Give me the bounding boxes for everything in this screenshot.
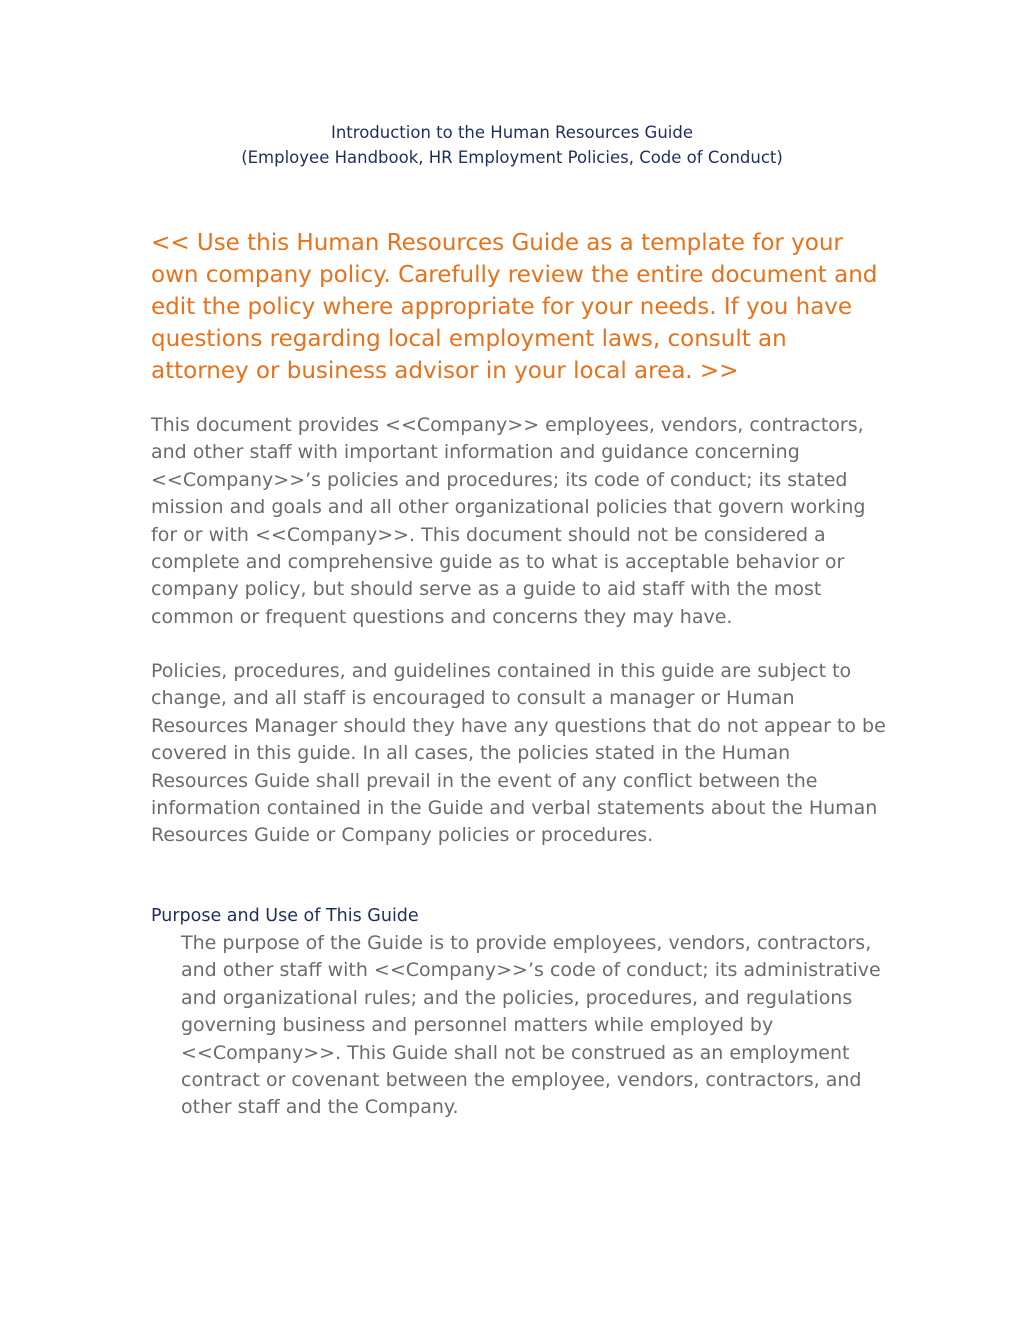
- template-notice: << Use this Human Resources Guide as a template for your own company policy. Carefully review the entire document and edit the policy where appropriate for your needs. If you have questions regarding local employment laws, consult an attorney or business advisor in your local area. >>: [151, 230, 878, 384]
- section-body-purpose: The purpose of the Guide is to provide employees, vendors, contractors, and other staff with <<Company>>’s code of conduct; its administrative and organizational rules; and the policies, procedures, and regulations governing business and personnel matters while employed by <<Company>>. This Guide shall not be construed as an employment contract or covenant between the employee, vendors, contractors, and other staff and the Company.: [181, 932, 881, 1119]
- title-line-2: (Employee Handbook, HR Employment Policies, Code of Conduct): [241, 148, 783, 167]
- document-title: [0, 120, 1024, 170]
- intro-paragraph-1: This document provides <<Company>> employees, vendors, contractors, and other staff with important information and guidance concerning <<Company>>’s policies and procedures; its code of conduct; its stated mission and goals and all other organizational policies that govern working for or with <<Company>>. This document should not be considered a complete and comprehensive guide as to what is acceptable behavior or company policy, but should serve as a guide to aid staff with the most common or frequent questions and concerns they may have.: [151, 414, 866, 628]
- intro-paragraph-2: Policies, procedures, and guidelines contained in this guide are subject to change, and all staff is encouraged to consult a manager or Human Resources Manager should they have any questions that do not appear to be covered in this guide. In all cases, the policies stated in the Human Resources Guide shall prevail in the event of any conflict between the information contained in the Guide and verbal statements about the Human Resources Guide or Company policies or procedures.: [151, 660, 886, 847]
- title-line-1: Introduction to the Human Resources Guide: [330, 123, 693, 142]
- section-heading-purpose: Purpose and Use of This Guide: [151, 906, 419, 926]
